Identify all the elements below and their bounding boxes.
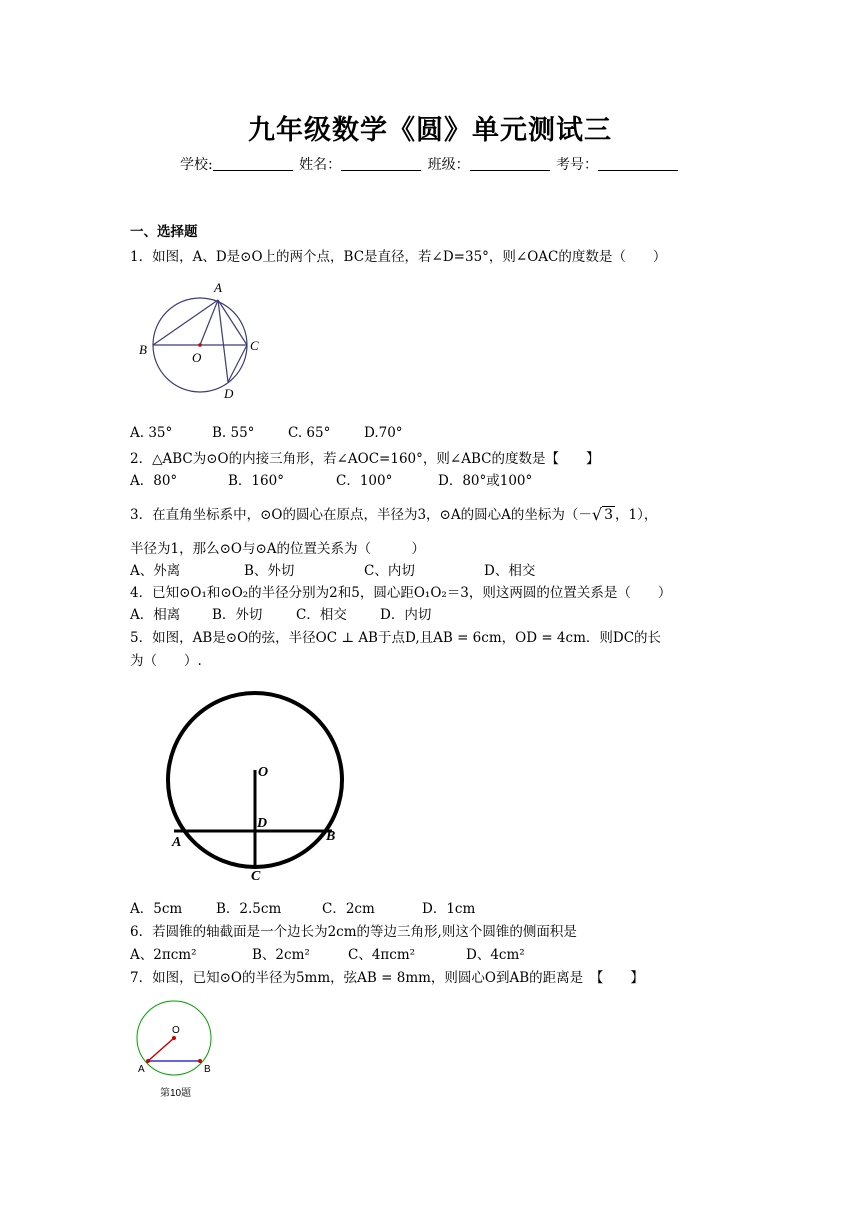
option-c[interactable]: C、内切 <box>364 563 415 579</box>
option-a[interactable]: A．5cm <box>130 901 183 917</box>
option-b[interactable]: B、外切 <box>244 563 295 579</box>
section-heading: 一、选择题 <box>130 224 198 240</box>
page-title: 九年级数学《圆》单元测试三 <box>248 115 612 146</box>
question-1-text: 1．如图，A、D是⊙O上的两个点，BC是直径，若∠D=35°，则∠OAC的度数是（ ） <box>130 249 667 265</box>
name-blank[interactable] <box>341 156 421 171</box>
option-c[interactable]: C．100° <box>336 473 393 489</box>
figure-caption: 第10题 <box>160 1088 192 1099</box>
radius-oa <box>148 1038 174 1061</box>
option-a[interactable]: A．80° <box>130 473 178 489</box>
option-d[interactable]: D.70° <box>364 425 403 441</box>
q3-text-a: 3．在直角坐标系中，⊙O的圆心在原点，半径为3，⊙A的圆心A的坐标为（－ <box>130 507 592 523</box>
school-label: 学校: <box>179 157 213 173</box>
option-b[interactable]: B．160° <box>228 473 284 489</box>
name-label: 姓名： <box>299 157 342 173</box>
question-5-text-line1: 5．如图，AB是⊙O的弦，半径OC ⊥ AB于点D,且AB = 6cm，OD = 4cm．则DC的长 <box>130 630 662 646</box>
question-5-figure <box>160 690 360 886</box>
segment-cd <box>228 345 247 382</box>
option-d[interactable]: D．1cm <box>422 901 476 917</box>
option-b[interactable]: B. 55° <box>212 425 255 441</box>
question-7-text: 7．如图，已知⊙O的半径为5mm，弦AB = 8mm，则圆心O到AB的距离是 【 】 <box>130 970 644 986</box>
option-d[interactable]: D、4cm² <box>466 947 525 963</box>
label-b: B <box>326 829 336 844</box>
option-c[interactable]: C、4πcm² <box>348 947 416 963</box>
question-2-text: 2．△ABC为⊙O的内接三角形，若∠AOC=160°，则∠ABC的度数是【 】 <box>130 451 600 467</box>
center-point <box>198 343 202 347</box>
exam-number-blank[interactable] <box>598 156 678 171</box>
option-d[interactable]: D．内切 <box>380 607 432 623</box>
sqrt-sign: √ <box>591 505 603 524</box>
label-b: B <box>204 1064 211 1075</box>
option-a[interactable]: A、外离 <box>130 563 181 579</box>
option-b[interactable]: B．外切 <box>212 607 263 623</box>
label-a: A <box>214 280 222 295</box>
label-o: O <box>258 765 269 780</box>
question-3-text-line1 <box>130 503 657 523</box>
option-a[interactable]: A．相离 <box>130 607 181 623</box>
point-b <box>198 1059 202 1063</box>
label-b: B <box>139 342 147 357</box>
question-6-text: 6．若圆锥的轴截面是一个边长为2cm的等边三角形,则这个圆锥的侧面积是 <box>130 924 577 940</box>
label-d: D <box>224 386 234 401</box>
class-blank[interactable] <box>470 156 550 171</box>
option-c[interactable]: C．2cm <box>322 901 375 917</box>
point-o <box>172 1036 176 1040</box>
label-o: O <box>172 1025 180 1036</box>
label-c: C <box>250 338 259 353</box>
question-3-options <box>130 559 535 579</box>
label-a: A <box>172 835 182 850</box>
question-2-options <box>130 469 532 489</box>
q3-text-b: ，1）， <box>615 507 658 523</box>
question-3-text-line2: 半径为1，那么⊙O与⊙A的位置关系为（ ） <box>130 541 426 557</box>
question-1-options <box>130 425 403 441</box>
question-7-figure <box>130 994 230 1104</box>
question-6-options <box>130 943 525 963</box>
label-c: C <box>251 869 261 884</box>
label-o: O <box>192 350 202 365</box>
option-b[interactable]: B．2.5cm <box>216 901 282 917</box>
question-5-options <box>130 897 475 917</box>
option-c[interactable]: C．相交 <box>296 607 347 623</box>
question-4-options <box>130 603 431 623</box>
question-1-figure <box>130 278 270 406</box>
label-a: A <box>138 1064 145 1075</box>
sqrt-radicand: 3 <box>604 507 613 523</box>
option-d[interactable]: D、相交 <box>484 563 536 579</box>
option-d[interactable]: D．80°或100° <box>438 473 533 489</box>
class-label: 班级： <box>427 157 470 173</box>
option-a[interactable]: A、2πcm² <box>130 947 197 963</box>
label-d: D <box>257 816 268 831</box>
option-c[interactable]: C. 65° <box>288 425 331 441</box>
segment-ba <box>153 300 218 345</box>
exam-number-label: 考号： <box>556 157 599 173</box>
point-a <box>146 1059 150 1063</box>
question-5-text-line2: 为（ ）. <box>130 653 202 669</box>
student-info-line <box>0 154 860 174</box>
option-b[interactable]: B、2cm² <box>252 947 310 963</box>
option-a[interactable]: A. 35° <box>130 425 173 441</box>
question-4-text: 4．已知⊙O₁和⊙O₂的半径分别为2和5，圆心距O₁O₂＝3，则这两圆的位置关系是（ ） <box>130 585 672 601</box>
school-blank[interactable] <box>213 156 293 171</box>
